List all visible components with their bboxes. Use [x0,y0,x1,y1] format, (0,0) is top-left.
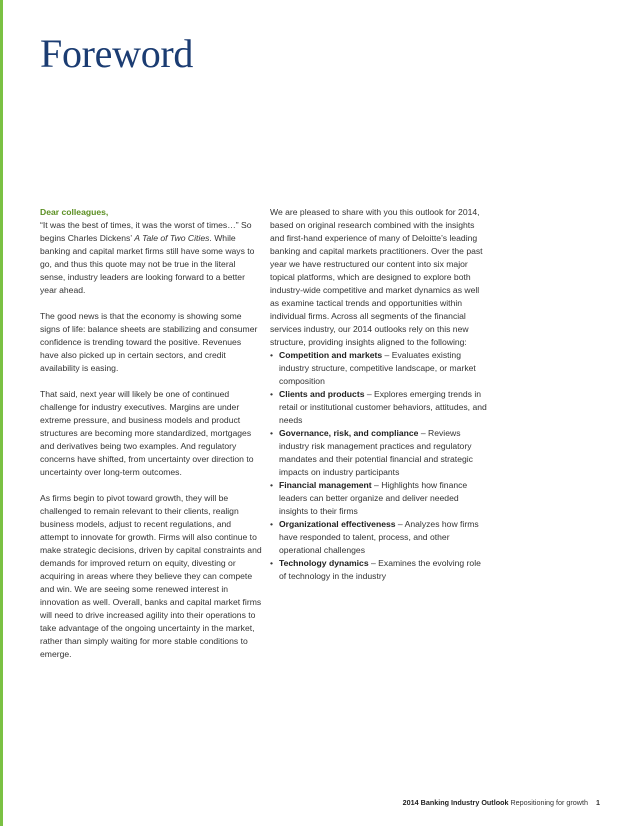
paragraph-1 [40,219,262,297]
greeting: Dear colleagues, [40,207,109,217]
list-item-term: Financial management [279,480,372,490]
intro-paragraph: We are pleased to share with you this outlook for 2014, based on original research combined with the insights and first-hand experience of many of Deloitte’s leading banking and capital markets practitioners. Over the past year we have restructured our content into six major topical platforms, which are designed to explore both industry-wide competitive and market dynamics as well as examine tactical trends and opportunities within individual firms. Across all segments of the financial services industry, our 2014 outlooks rely on this new structure, providing insights aligned to the following: [270,207,483,347]
paragraph-1-start: “It was the best of times, it was the worst of times…” So begins Charles Dickens’ [40,220,252,243]
list-item [270,388,490,427]
list-item-desc: – Evaluates existing industry structure, competitive landscape, or market composition [279,350,476,386]
book-title: A Tale of Two Cities [134,233,210,243]
list-item [270,557,490,583]
paragraph-3: That said, next year will likely be one of continued challenge for industry executives. Margins are under extreme pressure, and business models and product structures are becoming more standardized, mortgages and derivatives being two examples. And regulatory concerns have shifted, from uncertainty over direction to uncertainty over long-term outcomes. [40,389,254,477]
list-item-term: Competition and markets [279,350,383,360]
list-item-desc: – Explores emerging trends in retail or institutional customer behaviors, attitudes, and needs [279,389,487,425]
list-item-term: Organizational effectiveness [279,519,396,529]
list-item-term: Clients and products [279,389,365,399]
paragraph-4: As firms begin to pivot toward growth, they will be challenged to remain relevant to their clients, realign business models, adjust to recent regulations, and attempt to innovate for growth. Firms will also continue to make strategic decisions, driven by capital constraints and demands for improved return on equity, divesting or acquiring in areas where they believe they can compete and win. We are seeing some renewed interest in innovation as well. Overall, banks and capital market firms will need to drive increased agility into their operations to take advantage of the ongoing uncertainty in the market, rather than simply waiting for more stable conditions to emerge. [40,493,262,659]
list-item-desc: – Examines the evolving role of technology in the industry [279,558,481,581]
platform-list [270,349,490,583]
list-item [270,427,490,479]
list-item [270,479,490,518]
paragraph-1-end: . While banking and capital market firms still have some ways to go, and thus this quote may not be true in the literal sense, industry leaders are looking forward to a better year ahead. [40,233,255,295]
accent-bar [0,0,3,826]
page-footer [403,798,600,807]
footer-subtitle: Repositioning for growth [508,798,588,807]
list-item-term: Technology dynamics [279,558,369,568]
page-title: Foreword [40,31,194,76]
page-number: 1 [596,798,600,807]
list-item-desc: – Analyzes how firms have responded to talent, process, and other operational challenges [279,519,479,555]
list-item [270,518,490,557]
paragraph-2: The good news is that the economy is showing some signs of life: balance sheets are stabilizing and consumer confidence is trending toward the positive. Revenues have also picked up in certain sectors, and credit availability is easing. [40,311,258,373]
right-column [270,206,490,583]
list-item-desc: – Highlights how finance leaders can better organize and deliver needed insights to their firms [279,480,468,516]
list-item [270,349,490,388]
list-item-desc: – Reviews industry risk management practices and regulatory mandates and their potential financial and strategic impacts on industry participants [279,428,473,477]
left-column [40,206,262,674]
list-item-term: Governance, risk, and compliance [279,428,419,438]
footer-publication: 2014 Banking Industry Outlook [402,798,509,807]
